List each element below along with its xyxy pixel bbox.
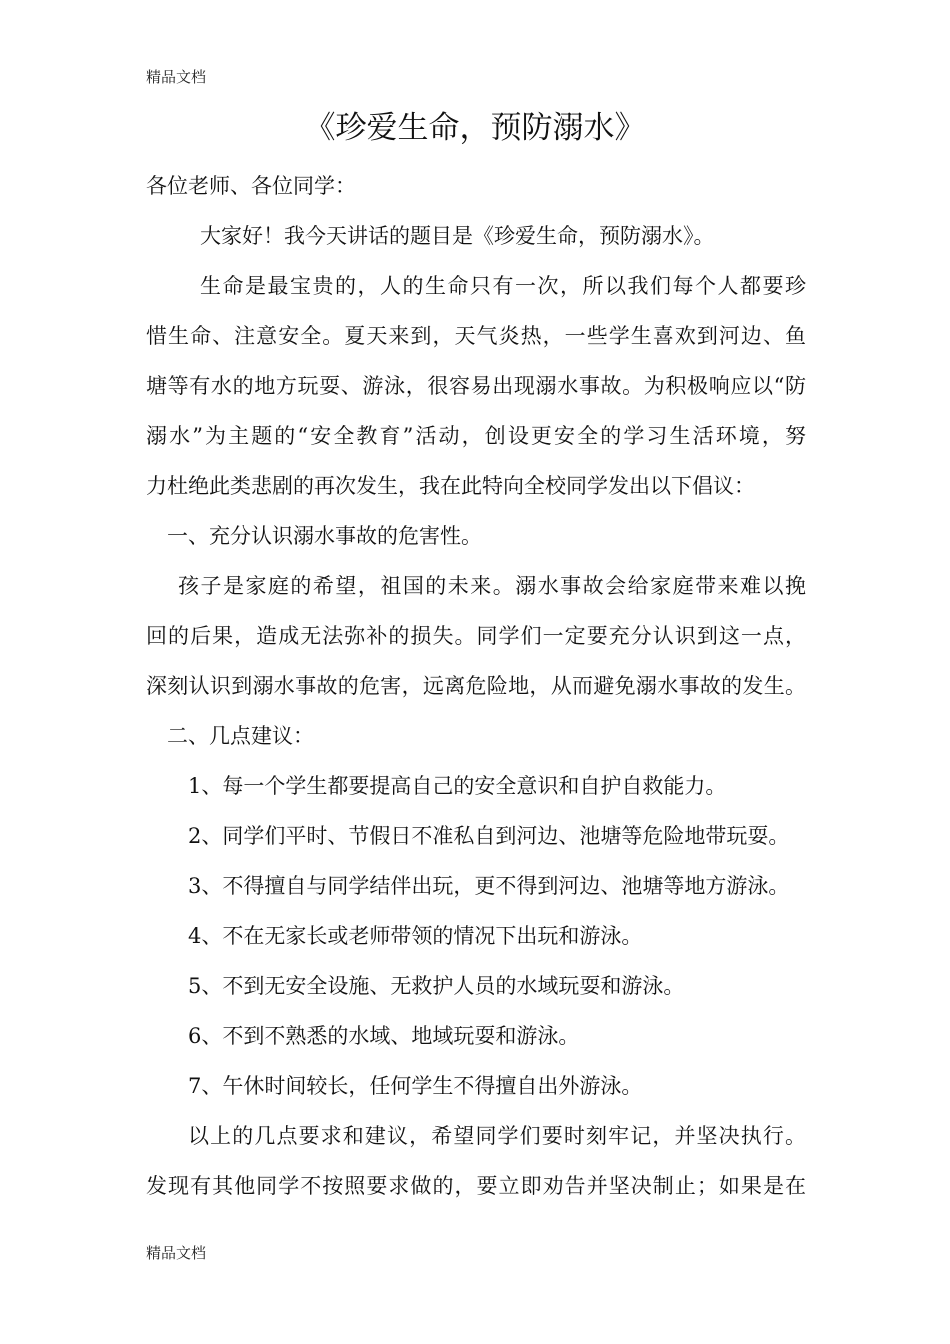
section1-line-3: 深刻认识到溺水事故的危害，远离危险地，从而避免溺水事故的发生。 [146,674,806,698]
closing-line-2: 发现有其他同学不按照要求做的，要立即劝告并坚决制止；如果是在 [146,1174,806,1198]
suggestion-item-1: 1、每一个学生都要提高自己的安全意识和自护自救能力。 [188,774,727,798]
suggestion-item-5: 5、不到无安全设施、无救护人员的水域玩耍和游泳。 [188,974,685,998]
suggestion-item-4: 4、不在无家长或老师带领的情况下出玩和游泳。 [188,924,643,948]
suggestion-item-7: 7、午休时间较长，任何学生不得擅自出外游泳。 [188,1074,643,1098]
document-title: 《珍爱生命，预防溺水》 [304,110,646,146]
section1-heading: 一、充分认识溺水事故的危害性。 [167,524,482,548]
suggestion-item-6: 6、不到不熟悉的水域、地域玩耍和游泳。 [188,1024,580,1048]
paragraph1-line-2: 惜生命、注意安全。夏天来到，天气炎热，一些学生喜欢到河边、鱼 [146,324,806,348]
paragraph1-line-5: 力杜绝此类悲剧的再次发生，我在此特向全校同学发出以下倡议： [146,474,755,498]
section2-heading: 二、几点建议： [167,724,314,748]
greeting-line: 各位老师、各位同学： [146,174,356,198]
paragraph1-line-4: 溺水”为主题的“安全教育”活动，创设更安全的学习生活环境，努 [146,424,806,448]
page-footer-label: 精品文档 [146,1244,207,1262]
page-header-label: 精品文档 [146,68,207,86]
closing-line-1: 以上的几点要求和建议，希望同学们要时刻牢记，并坚决执行。 [188,1124,806,1148]
suggestion-item-3: 3、不得擅自与同学结伴出玩，更不得到河边、池塘等地方游泳。 [188,874,790,898]
paragraph1-line-3: 塘等有水的地方玩耍、游泳，很容易出现溺水事故。为积极响应以“防 [146,374,806,398]
intro-line: 大家好！我今天讲话的题目是《珍爱生命，预防溺水》。 [200,224,715,248]
suggestion-item-2: 2、同学们平时、节假日不准私自到河边、池塘等危险地带玩耍。 [188,824,790,848]
section1-line-2: 回的后果，造成无法弥补的损失。同学们一定要充分认识到这一点， [146,624,806,648]
section1-line-1: 孩子是家庭的希望，祖国的未来。溺水事故会给家庭带来难以挽 [178,574,806,598]
paragraph1-line-1: 生命是最宝贵的，人的生命只有一次，所以我们每个人都要珍 [200,274,806,298]
